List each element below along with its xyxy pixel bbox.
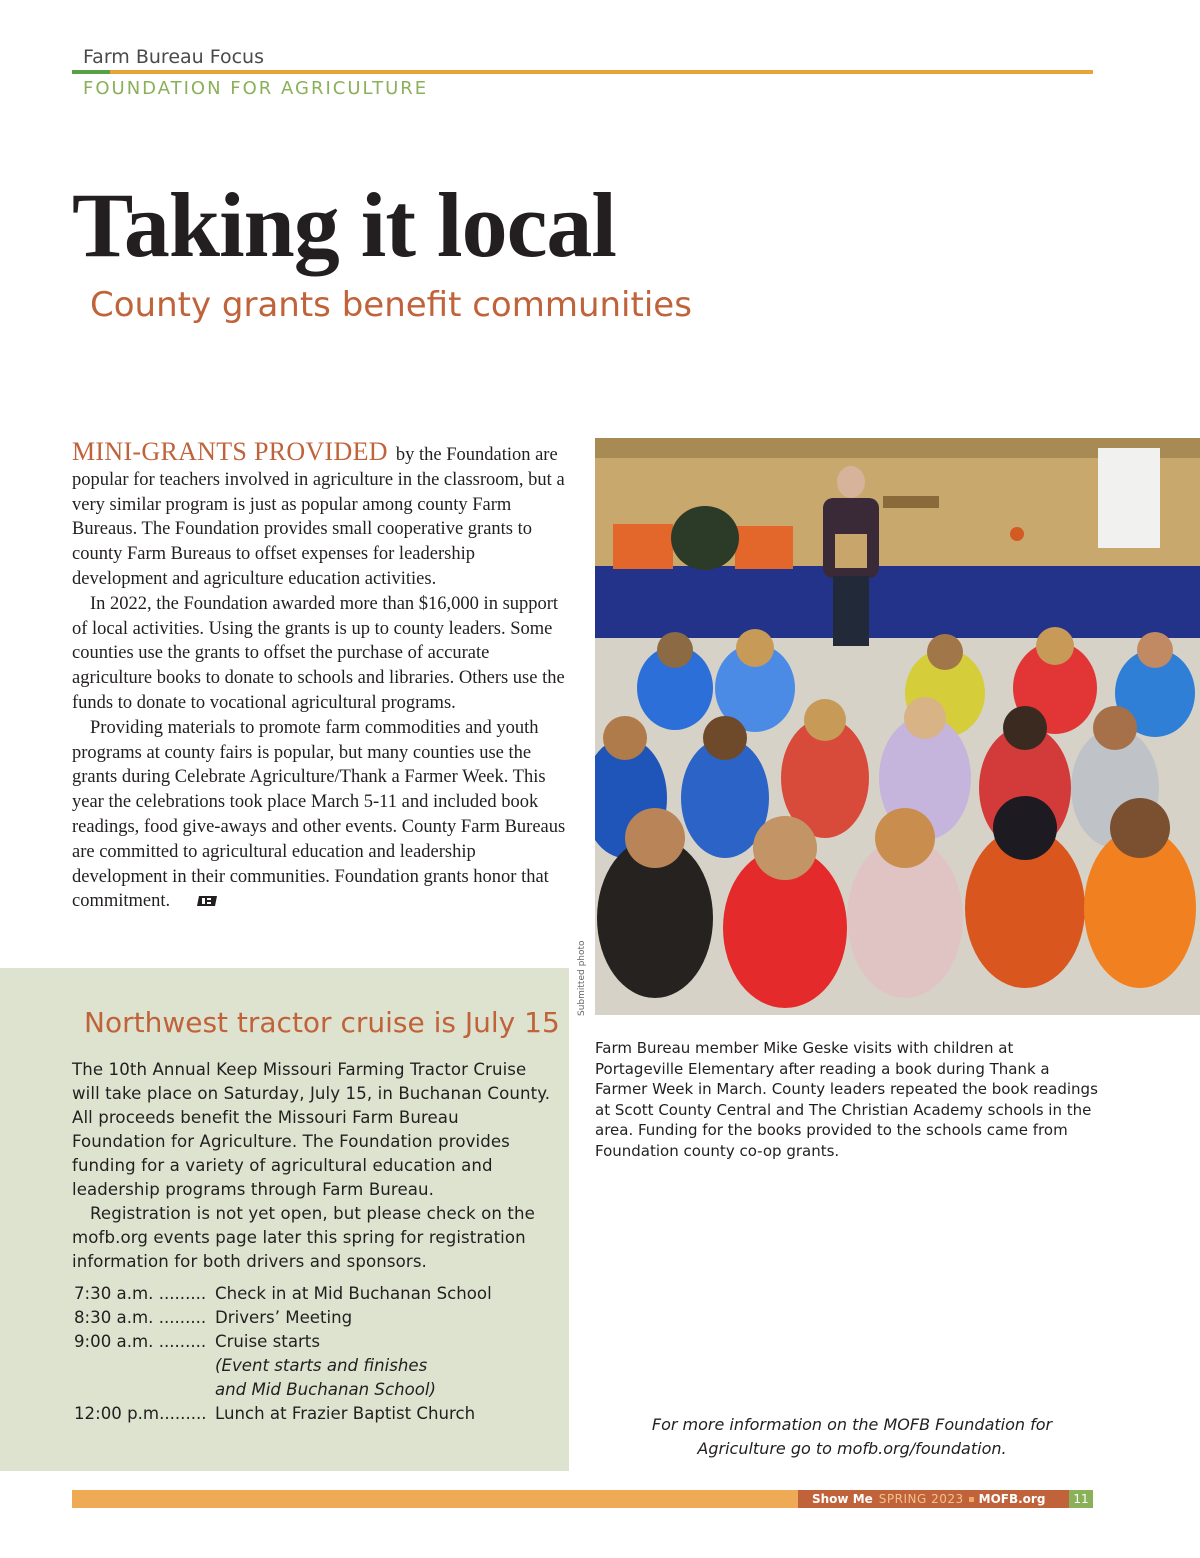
sidebar-title: Northwest tractor cruise is July 15 — [84, 1006, 560, 1039]
schedule-time — [74, 1378, 215, 1402]
lead-in: MINI-GRANTS PROVIDED — [72, 437, 388, 466]
schedule-event: Check in at Mid Buchanan School — [215, 1284, 492, 1303]
schedule-list — [74, 1282, 492, 1426]
page-number: 11 — [1069, 1490, 1093, 1508]
schedule-event: Cruise starts — [215, 1332, 320, 1351]
schedule-time: 8:30 a.m. ......... — [74, 1308, 207, 1327]
header-subsection-label: FOUNDATION FOR AGRICULTURE — [83, 78, 429, 99]
schedule-note: and Mid Buchanan School) — [215, 1380, 436, 1399]
fb-logo-icon — [178, 890, 218, 915]
footer-site: MOFB.org — [978, 1492, 1046, 1506]
sidebar-body — [72, 1058, 552, 1274]
schedule-row — [74, 1306, 492, 1330]
schedule-time — [74, 1354, 215, 1378]
schedule-time: 12:00 p.m......... — [74, 1404, 207, 1423]
schedule-time: 7:30 a.m. ......... — [74, 1284, 207, 1303]
article-photo — [595, 438, 1200, 1015]
photo-caption: Farm Bureau member Mike Geske visits with children at Portageville Elementary after reading a book during Thank a Farmer Week in March. County leaders repeated the book readings at Scott County Central and The Christian Academy schools in the area. Funding for the books provided to the schools came from Foundation county co-op grants. — [595, 1039, 1098, 1160]
more-info-line-2: Agriculture go to mofb.org/foundation. — [697, 1439, 1007, 1458]
article-paragraph-1: by the Foundation are popular for teachers involved in agriculture in the classroom, but a very similar program is just as popular among county Farm Bureaus. The Foundation provides small cooperative grants to county Farm Bureaus to offset expenses for leadership development and agriculture education activities. — [72, 445, 565, 589]
footer-label — [798, 1490, 1069, 1508]
header-rule — [72, 70, 1093, 74]
footer-separator — [969, 1497, 974, 1502]
article-title: Taking it local — [72, 174, 616, 276]
header-section-label: Farm Bureau Focus — [83, 46, 265, 68]
schedule-row — [74, 1354, 492, 1378]
sidebar-paragraph-1: The 10th Annual Keep Missouri Farming Tractor Cruise will take place on Saturday, July 15, in Buchanan County. All proceeds benefit the Missouri Farm Bureau Foundation for Agriculture. The Foundation provides funding for a variety of agricultural education and leadership programs through Farm Bureau. — [72, 1060, 551, 1199]
header-rule-accent — [72, 70, 110, 74]
article-paragraph-2: In 2022, the Foundation awarded more than $16,000 in support of local activities. Using the grants is up to county leaders. Some counties use the grants to offset the purchase of accurate agriculture books to donate to schools and libraries. Others use the funds to donate to vocational agricultural programs. — [72, 593, 565, 713]
sidebar-paragraph-2: Registration is not yet open, but please check on the mofb.org events page later this spring for registration information for both drivers and sponsors. — [72, 1204, 535, 1271]
article-subtitle: County grants benefit communities — [90, 285, 692, 325]
footer-season: SPRING 2023 — [878, 1492, 964, 1506]
more-info-line-1: For more information on the MOFB Foundation for — [651, 1415, 1053, 1434]
schedule-row — [74, 1402, 492, 1426]
schedule-row — [74, 1282, 492, 1306]
schedule-note: (Event starts and finishes — [215, 1356, 428, 1375]
footer-brand: Show Me — [812, 1492, 873, 1506]
more-info-note — [600, 1413, 1104, 1461]
article-paragraph-3: Providing materials to promote farm commodities and youth programs at county fairs is popular, but many counties use the grants during Celebrate Agriculture/Thank a Farmer Week. This year the celebrations took place March 5-11 and included book readings, food give-aways and other events. County Farm Bureaus are committed to agricultural education and leadership development in their communities. Foundation grants honor that commitment. — [72, 717, 566, 912]
schedule-event: Drivers’ Meeting — [215, 1308, 353, 1327]
photo-credit: Submitted photo — [577, 940, 587, 1016]
schedule-event: Lunch at Frazier Baptist Church — [215, 1404, 476, 1423]
schedule-row — [74, 1330, 492, 1354]
article-body — [72, 437, 568, 914]
schedule-time: 9:00 a.m. ......... — [74, 1332, 207, 1351]
schedule-row — [74, 1378, 492, 1402]
